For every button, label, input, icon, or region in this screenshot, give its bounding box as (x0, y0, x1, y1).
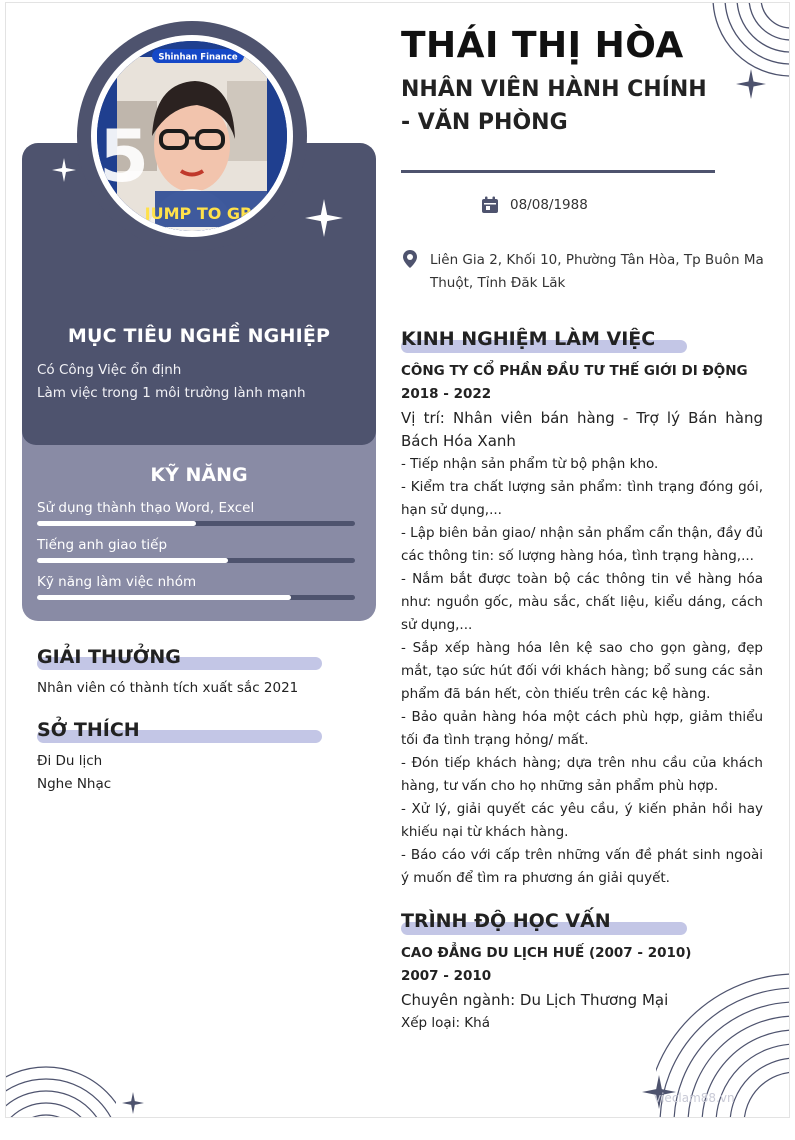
photo-badge: Shinhan Finance (158, 52, 238, 63)
skills-title: KỸ NĂNG (150, 464, 248, 486)
photo-slogan: JUMP TO GREAT (144, 204, 286, 223)
sparkle-icon (305, 199, 343, 237)
duty-item: - Kiểm tra chất lượng sản phẩm: tình trạng đóng gói, hạn sử dụng,... (401, 479, 763, 518)
divider (401, 170, 715, 173)
skill-item (37, 536, 355, 563)
hobby-list (37, 750, 111, 796)
hobby-item: Nghe Nhạc (37, 776, 112, 792)
address: Liên Gia 2, Khối 10, Phường Tân Hòa, Tp Buôn Ma Thuột, Tỉnh Đăk Lăk (430, 252, 764, 291)
duty-item: - Lập biên bản giao/ nhận sản phẩm cẩn thận, đầy đủ các thông tin: số lượng hàng hóa, tình trạng hàng,... (401, 525, 763, 564)
svg-text:5: 5 (99, 114, 150, 198)
birthdate-row (480, 195, 588, 215)
skill-label: Tiếng anh giao tiếp (37, 537, 168, 553)
education-period: 2007 - 2010 (401, 968, 492, 984)
skill-bar-fill (37, 521, 196, 526)
skill-bar-fill (37, 595, 291, 600)
sparkle-icon (736, 69, 766, 99)
objective-line: Có Công Việc ổn định (37, 362, 182, 378)
major: Chuyên ngành: Du Lịch Thương Mại (401, 991, 669, 1009)
duty-item: - Xử lý, giải quyết các yêu cầu, ý kiến phản hồi hay khiếu nại từ khách hàng. (401, 801, 763, 840)
duty-item: - Đón tiếp khách hàng; dựa trên nhu cầu của khách hàng, tư vấn cho họ những sản phẩm phù hợp. (401, 755, 763, 794)
avatar (77, 21, 307, 251)
skill-label: Sử dụng thành thạo Word, Excel (37, 500, 255, 516)
profile-photo (97, 41, 287, 231)
objective-text (37, 359, 367, 405)
duty-item: - Bảo quản hàng hóa một cách phù hợp, giảm thiểu tối đa tình trạng hỏng/ mất. (401, 709, 763, 748)
sparkle-icon (122, 1092, 144, 1114)
skill-label: Kỹ năng làm việc nhóm (37, 574, 197, 590)
duty-item: - Nắm bắt được toàn bộ các thông tin về hàng hóa như: nguồn gốc, màu sắc, chất liệu, kiểu dáng, cách sử dụng,... (401, 571, 763, 633)
duty-item: - Sắp xếp hàng hóa lên kệ sao cho gọn gàng, đẹp mắt, tạo sức hút đối với khách hàng; bổ sung các sản phẩm đã bán hết, còn thiếu trên các kệ hàng. (401, 640, 763, 702)
skill-bar (37, 595, 355, 600)
job-title: NHÂN VIÊN HÀNH CHÍNH - VĂN PHÒNG (401, 77, 707, 135)
skill-bar-fill (37, 558, 228, 563)
cv-page (5, 2, 790, 1118)
grade: Xếp loại: Khá (401, 1015, 490, 1031)
address-row (400, 249, 766, 295)
sparkle-icon (52, 158, 76, 182)
objective-line: Làm việc trong 1 môi trường lành mạnh (37, 385, 306, 401)
education-title: TRÌNH ĐỘ HỌC VẤN (401, 910, 611, 932)
skill-bar (37, 521, 355, 526)
concentric-circles-decoration-left (6, 1063, 116, 1118)
skill-bar (37, 558, 355, 563)
birth-date: 08/08/1988 (510, 197, 588, 213)
duty-item: - Tiếp nhận sản phẩm từ bộ phận kho. (401, 456, 659, 472)
objective-title: MỤC TIÊU NGHỀ NGHIỆP (67, 325, 331, 347)
experience-period: 2018 - 2022 (401, 386, 492, 402)
hobbies-title: SỞ THÍCH (37, 719, 140, 741)
school-name: CAO ĐẲNG DU LỊCH HUẾ (2007 - 2010) (401, 945, 692, 961)
awards-title: GIẢI THƯỞNG (37, 646, 181, 668)
award-item: Nhân viên có thành tích xuất sắc 2021 (37, 680, 299, 696)
calendar-icon (480, 195, 500, 215)
duty-list (401, 453, 763, 890)
watermark: vieclam88.vn (654, 1091, 735, 1105)
experience-title: KINH NGHIỆM LÀM VIỆC (401, 328, 656, 350)
skill-item (37, 499, 355, 526)
skill-item (37, 573, 355, 600)
position: Vị trí: Nhân viên bán hàng - Trợ lý Bán hàng Bách Hóa Xanh (401, 409, 763, 450)
location-pin-icon (400, 249, 420, 269)
duty-item: - Báo cáo với cấp trên những vấn đề phát sinh ngoài ý muốn để tìm ra phương án giải quyết. (401, 847, 763, 886)
hobby-item: Đi Du lịch (37, 753, 103, 769)
company-name: CÔNG TY CỔ PHẦN ĐẦU TƯ THẾ GIỚI DI ĐỘNG (401, 363, 748, 379)
candidate-name: THÁI THỊ HÒA (401, 25, 684, 66)
